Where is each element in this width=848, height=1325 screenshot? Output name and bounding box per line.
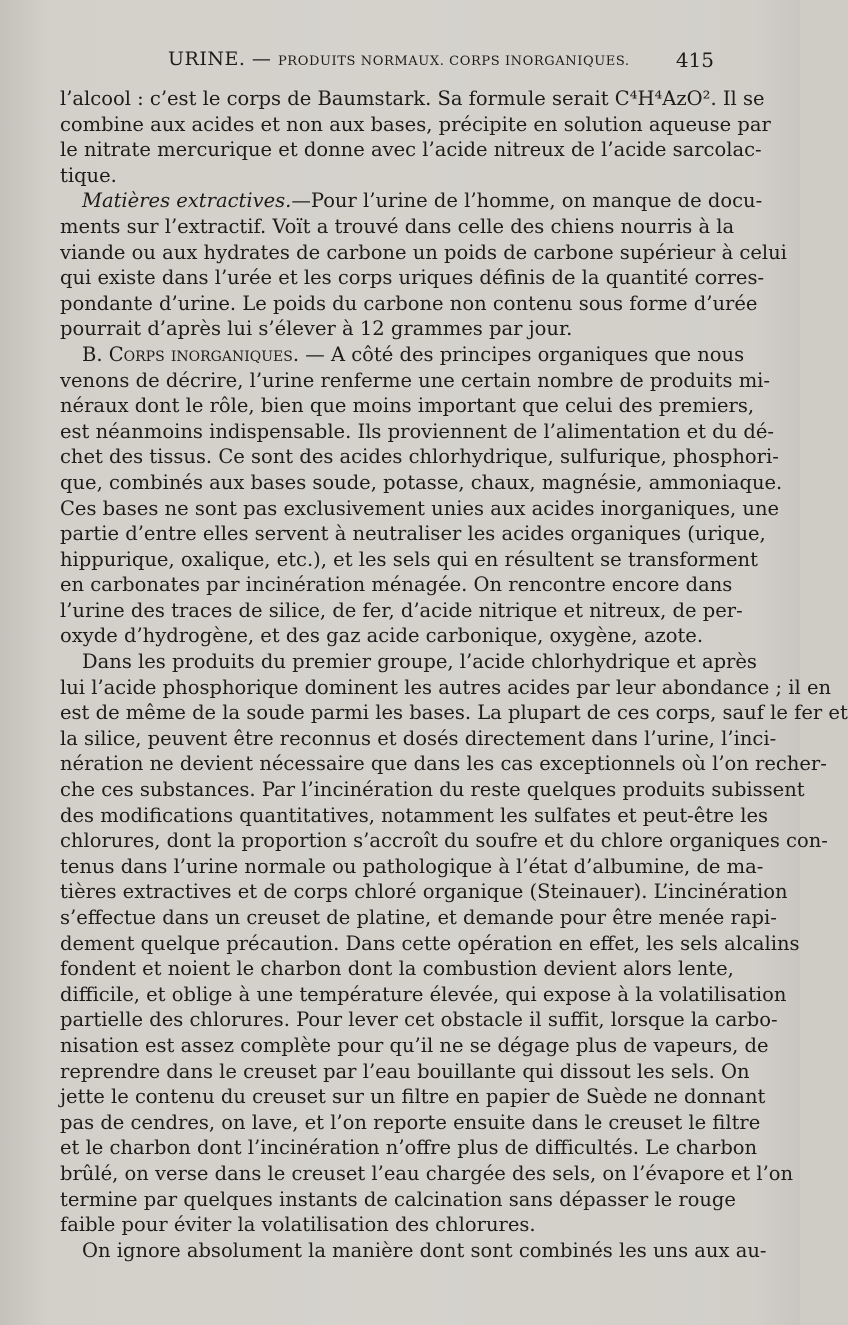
text-line (60, 316, 716, 342)
text-line (60, 1212, 716, 1238)
line-text: est néanmoins indispensable. Ils proviennent de l’alimentation et du dé- (60, 419, 775, 443)
line-text: fondent et noient le charbon dont la combustion devient alors lente, (60, 957, 734, 981)
line-text: Ces bases ne sont pas exclusivement unies aux acides inorganiques, une (60, 496, 780, 520)
body-text (60, 86, 848, 1263)
running-title-main: URINE. (168, 48, 246, 70)
text-line (60, 419, 775, 445)
line-text: reprendre dans le creuset par l’eau bouillante qui dissout les sels. On (60, 1059, 750, 1083)
text-line (60, 905, 777, 931)
line-text: nisation est assez complète pour qu’il ne se dégage plus de vapeurs, de (60, 1033, 769, 1057)
text-line (60, 1033, 769, 1059)
text-line (60, 163, 716, 189)
line-text: s’effectue dans un creuset de platine, et demande pour être menée rapi- (60, 906, 777, 929)
line-text: ments sur l’extractif. Voït a trouvé dans celle des chiens nourris à la (60, 214, 735, 238)
line-text: partie d’entre elles servent à neutraliser les acides organiques (urique, (60, 522, 766, 546)
text-line (60, 726, 777, 752)
line-text: combine aux acides et non aux bases, précipite en solution aqueuse par (60, 112, 771, 136)
text-line (60, 188, 763, 214)
text-line (60, 470, 783, 496)
line-text: termine par quelques instants de calcination sans dépasser le rouge (60, 1187, 736, 1211)
line-text: hippurique, oxalique, etc.), et les sels qui en résultent se transforment (60, 547, 758, 571)
line-text: che ces substances. Par l’incinération du reste quelques produits subissent (60, 778, 805, 802)
text-line (60, 1084, 766, 1110)
text-line (60, 982, 787, 1008)
text-line (60, 854, 764, 880)
running-title-dash: — (251, 48, 272, 70)
text-line (60, 112, 771, 138)
text-line (60, 342, 745, 368)
line-text: Dans les produits du premier groupe, l’acide chlorhydrique et après (82, 650, 757, 674)
text-line (60, 521, 766, 547)
text-line (60, 777, 805, 803)
line-text: pas de cendres, on lave, et l’on reporte ensuite dans le creuset le filtre (60, 1110, 761, 1134)
text-line (60, 675, 832, 701)
text-line (60, 86, 765, 112)
line-text: jette le contenu du creuset sur un filtre en papier de Suède ne donnant (60, 1085, 766, 1109)
text-line (60, 214, 735, 240)
line-text: partielle des chlorures. Pour lever cet obstacle il suffit, lorsque la carbo- (60, 1008, 778, 1032)
line-text: —Pour l’urine de l’homme, on manque de docu- (291, 189, 763, 213)
text-line (60, 931, 800, 957)
line-text: pondante d’urine. Le poids du carbone non contenu sous forme d’urée (60, 291, 758, 315)
line-text: brûlé, on verse dans le creuset l’eau chargée des sels, on l’évapore et l’on (60, 1161, 794, 1185)
text-line (60, 598, 743, 624)
text-line (60, 547, 758, 573)
text-line (60, 649, 757, 675)
line-text: lui l’acide phosphorique dominent les autres acides par leur abondance ; il en (60, 675, 832, 699)
text-line (60, 828, 828, 854)
text-line (60, 956, 734, 982)
text-line (60, 1059, 750, 1085)
line-text: et le charbon dont l’incinération n’offre plus de difficultés. Le charbon (60, 1136, 758, 1160)
text-line (60, 751, 827, 777)
line-text: la silice, peuvent être reconnus et dosés directement dans l’urine, l’inci- (60, 726, 777, 750)
text-line (60, 623, 716, 649)
text-line (60, 496, 780, 522)
line-text: faible pour éviter la volatilisation des chlorures. (60, 1213, 536, 1237)
text-line (60, 1135, 758, 1161)
text-line (60, 444, 779, 470)
text-line (60, 265, 765, 291)
text-line (60, 1161, 794, 1187)
line-text: que, combinés aux bases soude, potasse, chaux, magnésie, ammoniaque. (60, 470, 783, 494)
line-text: qui existe dans l’urée et les corps uriques définis de la quantité corres- (60, 266, 765, 290)
line-text: le nitrate mercurique et donne avec l’acide nitreux de l’acide sarcolac- (60, 138, 762, 162)
text-line (60, 700, 848, 726)
text-line (60, 393, 755, 419)
line-text: tières extractives et de corps chloré organique (Steinauer). L’incinération (60, 880, 788, 904)
running-title-sub: PRODUITS NORMAUX. CORPS INORGANIQUES. (277, 54, 630, 69)
line-text: On ignore absolument la manière dont sont combinés les uns aux au- (82, 1238, 767, 1262)
line-text: difficile, et oblige à une température élevée, qui expose à la volatilisation (60, 982, 787, 1006)
line-text: venons de décrire, l’urine renferme une certain nombre de produits mi- (60, 368, 771, 392)
line-text: — A côté des principes organiques que nous (299, 342, 745, 366)
page-number: 415 (675, 48, 714, 72)
line-text: pourrait d’après lui s’élever à 12 grammes par jour. (60, 317, 573, 341)
line-text: chet des tissus. Ce sont des acides chlorhydrique, sulfurique, phosphori- (60, 445, 779, 469)
line-text: tenus dans l’urine normale ou pathologique à l’état d’albumine, de ma- (60, 854, 764, 878)
line-text: l’urine des traces de silice, de fer, d’acide nitrique et nitreux, de per- (60, 598, 743, 622)
running-title (168, 48, 630, 70)
text-line (60, 572, 733, 598)
line-text: en carbonates par incinération ménagée. On rencontre encore dans (60, 573, 733, 597)
line-text: l’alcool : c’est le corps de Baumstark. Sa formule serait C⁴H⁴AzO². Il se (60, 87, 765, 110)
text-line (60, 368, 771, 394)
line-text: néraux dont le rôle, bien que moins important que celui des premiers, (60, 394, 755, 418)
line-text: tique. (60, 163, 117, 187)
text-line (60, 879, 788, 905)
running-header (60, 48, 716, 76)
section-heading-italic: Matières extractives. (82, 189, 292, 213)
text-line (60, 291, 758, 317)
text-line (60, 1187, 736, 1213)
line-text: chlorures, dont la proportion s’accroît du soufre et du chlore organiques con- (60, 829, 828, 853)
line-text: des modifications quantitatives, notamment les sulfates et peut-être les (60, 803, 768, 827)
text-line (60, 803, 768, 829)
text-line (60, 137, 762, 163)
line-text: nération ne devient nécessaire que dans les cas exceptionnels où l’on recher- (60, 752, 827, 776)
text-line (60, 1110, 761, 1136)
text-line (60, 1007, 778, 1033)
line-text: viande ou aux hydrates de carbone un poids de carbone supérieur à celui (60, 240, 787, 264)
text-line (60, 240, 787, 266)
line-text: oxyde d’hydrogène, et des gaz acide carbonique, oxygène, azote. (60, 624, 704, 648)
line-text: dement quelque précaution. Dans cette opération en effet, les sels alcalins (60, 931, 800, 955)
text-line (60, 1238, 767, 1264)
line-text: est de même de la soude parmi les bases. La plupart de ces corps, sauf le fer et (60, 701, 848, 725)
section-heading-smallcaps: B. Corps inorganiques. (82, 342, 300, 366)
